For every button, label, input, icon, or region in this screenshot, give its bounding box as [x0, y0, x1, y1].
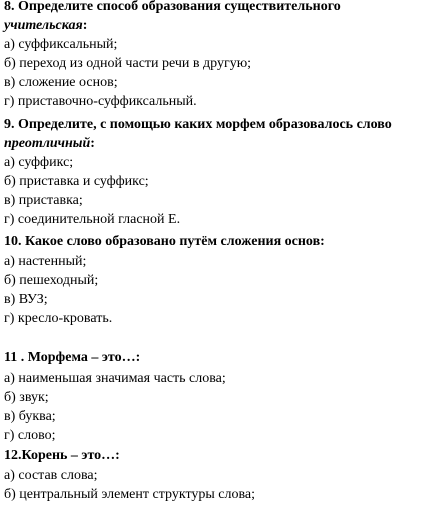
- question-9-option-d: г) соединительной гласной Е.: [4, 212, 181, 227]
- question-11-option-a: а) наименьшая значимая часть слова;: [4, 371, 226, 386]
- question-10-title: 10. Какое слово образовано путём сложения основ:: [4, 234, 325, 249]
- question-9-title: 9. Определите, с помощью каких морфем образовалось слово: [4, 117, 392, 132]
- question-11-option-b: б) звук;: [4, 390, 49, 405]
- question-9-word-colon: :: [90, 136, 95, 151]
- question-8-word-colon: :: [82, 18, 88, 33]
- question-12-title: 12.Корень – это…:: [4, 448, 120, 463]
- question-12-option-a: а) состав слова;: [4, 468, 98, 483]
- question-9-word: преотличный: [4, 136, 91, 151]
- question-10-option-a: а) настенный;: [4, 254, 87, 269]
- question-8-option-d: г) приставочно-суффиксальный.: [4, 94, 197, 109]
- question-12-option-b: б) центральный элемент структуры слова;: [4, 487, 256, 502]
- question-9-option-a: а) суффикс;: [4, 155, 74, 170]
- question-11-option-d: г) слово;: [4, 428, 56, 443]
- question-9-option-b: б) приставка и суффикс;: [4, 174, 149, 189]
- question-10-option-b: б) пешеходный;: [4, 273, 99, 288]
- question-8-option-a: а) суффиксальный;: [4, 37, 118, 52]
- question-8-word-line: [4, 17, 87, 35]
- question-8-title: 8. Определите способ образования существительного: [4, 0, 341, 14]
- question-11-title: 11 . Морфема – это…:: [4, 350, 141, 365]
- question-10-option-c: в) ВУЗ;: [4, 292, 48, 307]
- question-9-word-line: [4, 135, 95, 153]
- question-11-option-c: в) буква;: [4, 409, 56, 424]
- question-9-option-c: в) приставка;: [4, 193, 83, 208]
- question-8-word: учительская: [4, 18, 83, 33]
- question-8-option-c: в) сложение основ;: [4, 75, 118, 90]
- question-10-option-d: г) кресло-кровать.: [4, 311, 113, 326]
- question-8-option-b: б) переход из одной части речи в другую;: [4, 56, 252, 71]
